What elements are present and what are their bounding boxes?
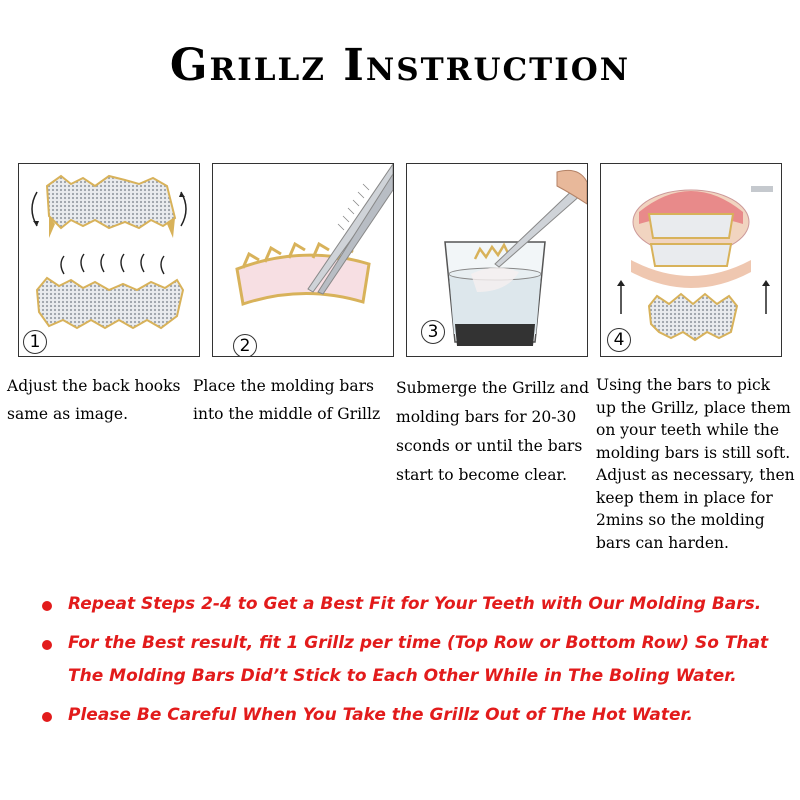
note-item — [40, 699, 780, 732]
step-3-line: molding bars for 20-30 — [396, 408, 577, 426]
page-title: Grillz Instruction — [169, 40, 631, 91]
step-2-text — [193, 372, 393, 428]
step-1-line: Adjust the back hooks — [7, 377, 181, 395]
step-3-number: 3 — [421, 320, 445, 344]
step-1-line: same as image. — [7, 405, 129, 423]
step-2-image — [212, 163, 394, 357]
step-1-number: 1 — [23, 330, 47, 354]
step-4-line: Adjust as necessary, then — [596, 466, 795, 484]
step-4-text — [596, 374, 796, 554]
step-3-line: sconds or until the bars — [396, 437, 583, 455]
step-1-text — [7, 372, 189, 428]
step-4-line: on your teeth while the — [596, 421, 780, 439]
step-4-line: keep them in place for — [596, 488, 773, 507]
note-item — [40, 588, 780, 621]
step-4-line: up the Grillz, place them — [596, 398, 791, 417]
step-3-line: start to become clear. — [396, 466, 568, 484]
step-3-line: Submerge the Grillz and — [396, 379, 590, 397]
note-line: The Molding Bars Did’t Stick to Each Other While in The Boling Water. — [68, 666, 737, 686]
bullet-dot-icon — [42, 640, 52, 650]
step-2-line: into the middle of Grillz — [193, 405, 381, 423]
step-2-line: Place the molding bars — [193, 377, 374, 395]
note-line: Repeat Steps 2-4 to Get a Best Fit for Your Teeth with Our Molding Bars. — [68, 594, 762, 614]
bullet-dot-icon — [42, 712, 52, 722]
note-line: For the Best result, fit 1 Grillz per time (Top Row or Bottom Row) So That — [68, 633, 769, 653]
step-4-image — [600, 163, 782, 357]
notes-list — [40, 588, 780, 738]
step-4-line: 2mins so the molding — [596, 511, 765, 529]
step-3-text — [396, 374, 596, 490]
note-line: Please Be Careful When You Take the Grillz Out of The Hot Water. — [68, 705, 693, 725]
note-item — [40, 627, 780, 693]
step-3-image — [406, 163, 588, 357]
step-4-number: 4 — [607, 328, 631, 352]
bullet-dot-icon — [42, 601, 52, 611]
step-2-number: 2 — [233, 334, 257, 357]
step-4-line: molding bars is still soft. — [596, 443, 791, 462]
step-4-line: bars can harden. — [596, 533, 729, 552]
step-4-line: Using the bars to pick — [596, 376, 771, 394]
step-1-image — [18, 163, 200, 357]
